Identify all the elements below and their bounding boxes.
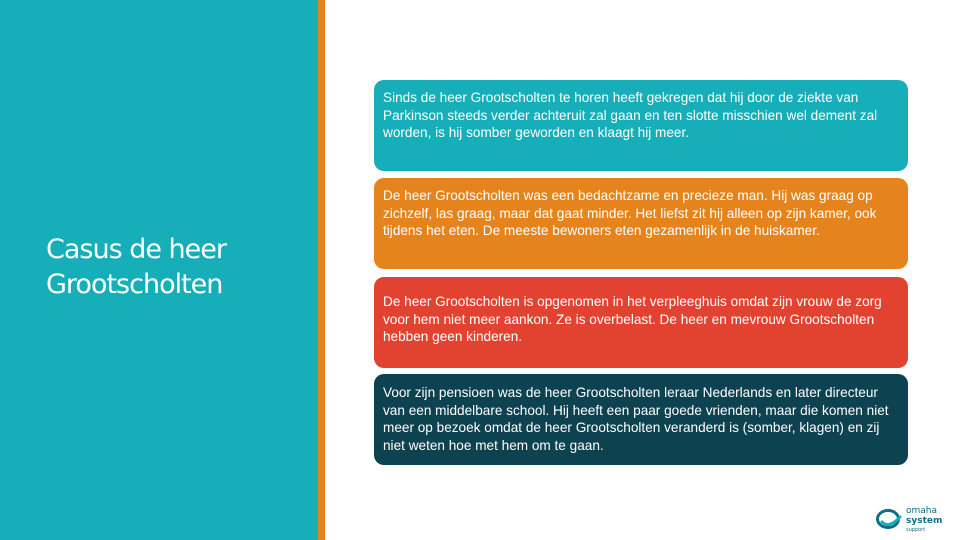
orange-accent-stripe [318,0,325,540]
case-card-4: Voor zijn pensioen was de heer Grootscholten leraar Nederlands en later directeur van een middelbare school. Hij heeft een paar goede vrienden, maar die komen niet meer op bezoek omdat de heer Grootscholten veranderd is (somber, klagen) en zij niet weten hoe met hem om te gaan. [374,374,908,465]
left-title-panel [0,0,318,540]
logo-text-omaha: omaha [906,506,938,516]
omaha-swirl-icon [876,507,904,531]
logo-text-support: support [906,527,926,533]
case-card-1: Sinds de heer Grootscholten te horen heeft gekregen dat hij door de ziekte van Parkinson steeds verder achteruit zal gaan en ten slotte misschien wel dement zal worden, is hij somber geworden en klaagt hij meer. [374,80,908,171]
slide-title: Casus de heer Grootscholten [46,234,226,300]
omaha-system-logo [876,505,942,535]
case-card-2: De heer Grootscholten was een bedachtzame en precieze man. Hij was graag op zichzelf, las graag, maar dat gaat minder. Het liefst zit hij alleen op zijn kamer, ook tijdens het eten. De meeste bewoners eten gezamenlijk in de huiskamer. [374,178,908,269]
logo-text-system: system [906,516,943,526]
case-card-3: De heer Grootscholten is opgenomen in het verpleeghuis omdat zijn vrouw de zorg voor hem niet meer aankon. Ze is overbelast. De heer en mevrouw Grootscholten hebben geen kinderen. [374,277,908,368]
